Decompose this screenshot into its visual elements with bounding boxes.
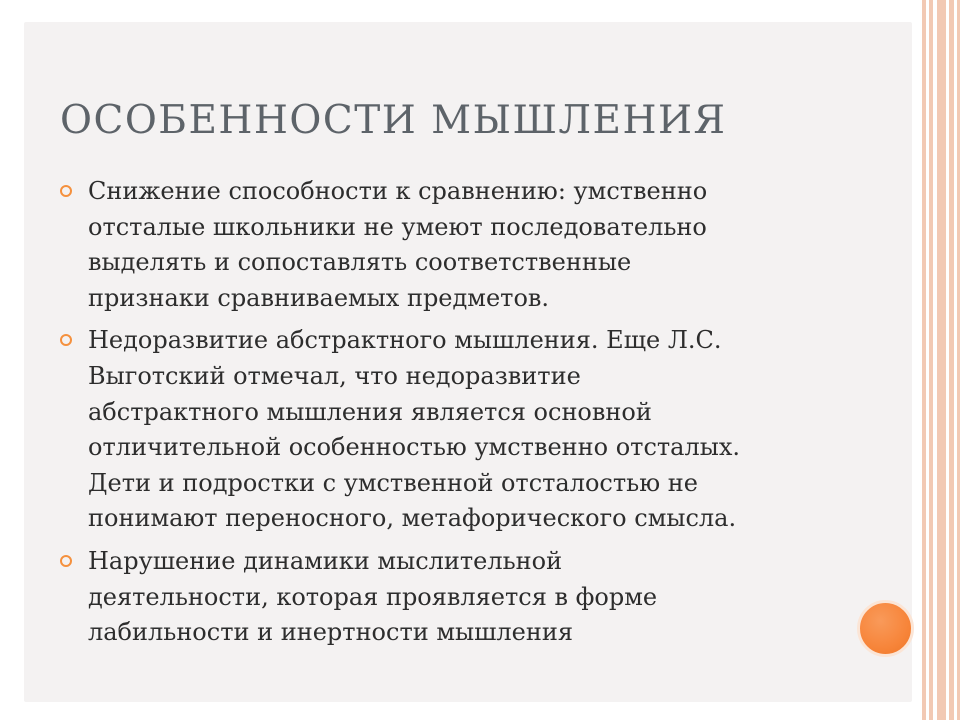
- stripe-1: [922, 0, 926, 720]
- orange-ring-bullet-icon: [60, 334, 72, 346]
- stripe-4: [949, 0, 954, 720]
- stripe-2: [929, 0, 933, 720]
- bullet-text-line: Нарушение динамики мыслительной: [88, 546, 563, 575]
- slide-title: ОСОБЕННОСТИ МЫШЛЕНИЯ: [60, 98, 727, 143]
- bullet-item: [60, 544, 840, 651]
- bullet-text-line: абстрактного мышления является основной: [88, 397, 652, 426]
- bullet-text-line: отсталые школьники не умеют последовательно: [88, 212, 707, 241]
- bullet-item: [60, 323, 840, 537]
- bullet-text-line: отличительной особенностью умственно отсталых.: [88, 433, 740, 462]
- decorative-stripes: [912, 0, 960, 720]
- bullet-text-line: Снижение способности к сравнению: умственно: [88, 177, 708, 205]
- stripe-3: [937, 0, 946, 720]
- bullet-text-line: Недоразвитие абстрактного мышления. Еще Л.С.: [88, 326, 722, 355]
- orange-ring-bullet-icon: [60, 555, 72, 567]
- bullet-text-line: выделять и сопоставлять соответственные: [88, 248, 632, 277]
- bullet-text-line: лабильности и инертности мышления: [88, 618, 574, 647]
- bullet-text-line: понимают переносного, метафорического смысла.: [88, 504, 737, 533]
- bullet-text-line: признаки сравниваемых предметов.: [88, 283, 550, 312]
- bullet-item: [60, 174, 840, 316]
- bullet-text-line: деятельности, которая проявляется в форме: [88, 582, 658, 611]
- bullet-text-line: Выготский отмечал, что недоразвитие: [88, 361, 581, 390]
- orange-circle-icon: [857, 600, 914, 657]
- bullet-list: [60, 174, 840, 658]
- orange-ring-bullet-icon: [60, 185, 72, 197]
- bullet-text-line: Дети и подростки с умственной отсталостью не: [88, 468, 698, 497]
